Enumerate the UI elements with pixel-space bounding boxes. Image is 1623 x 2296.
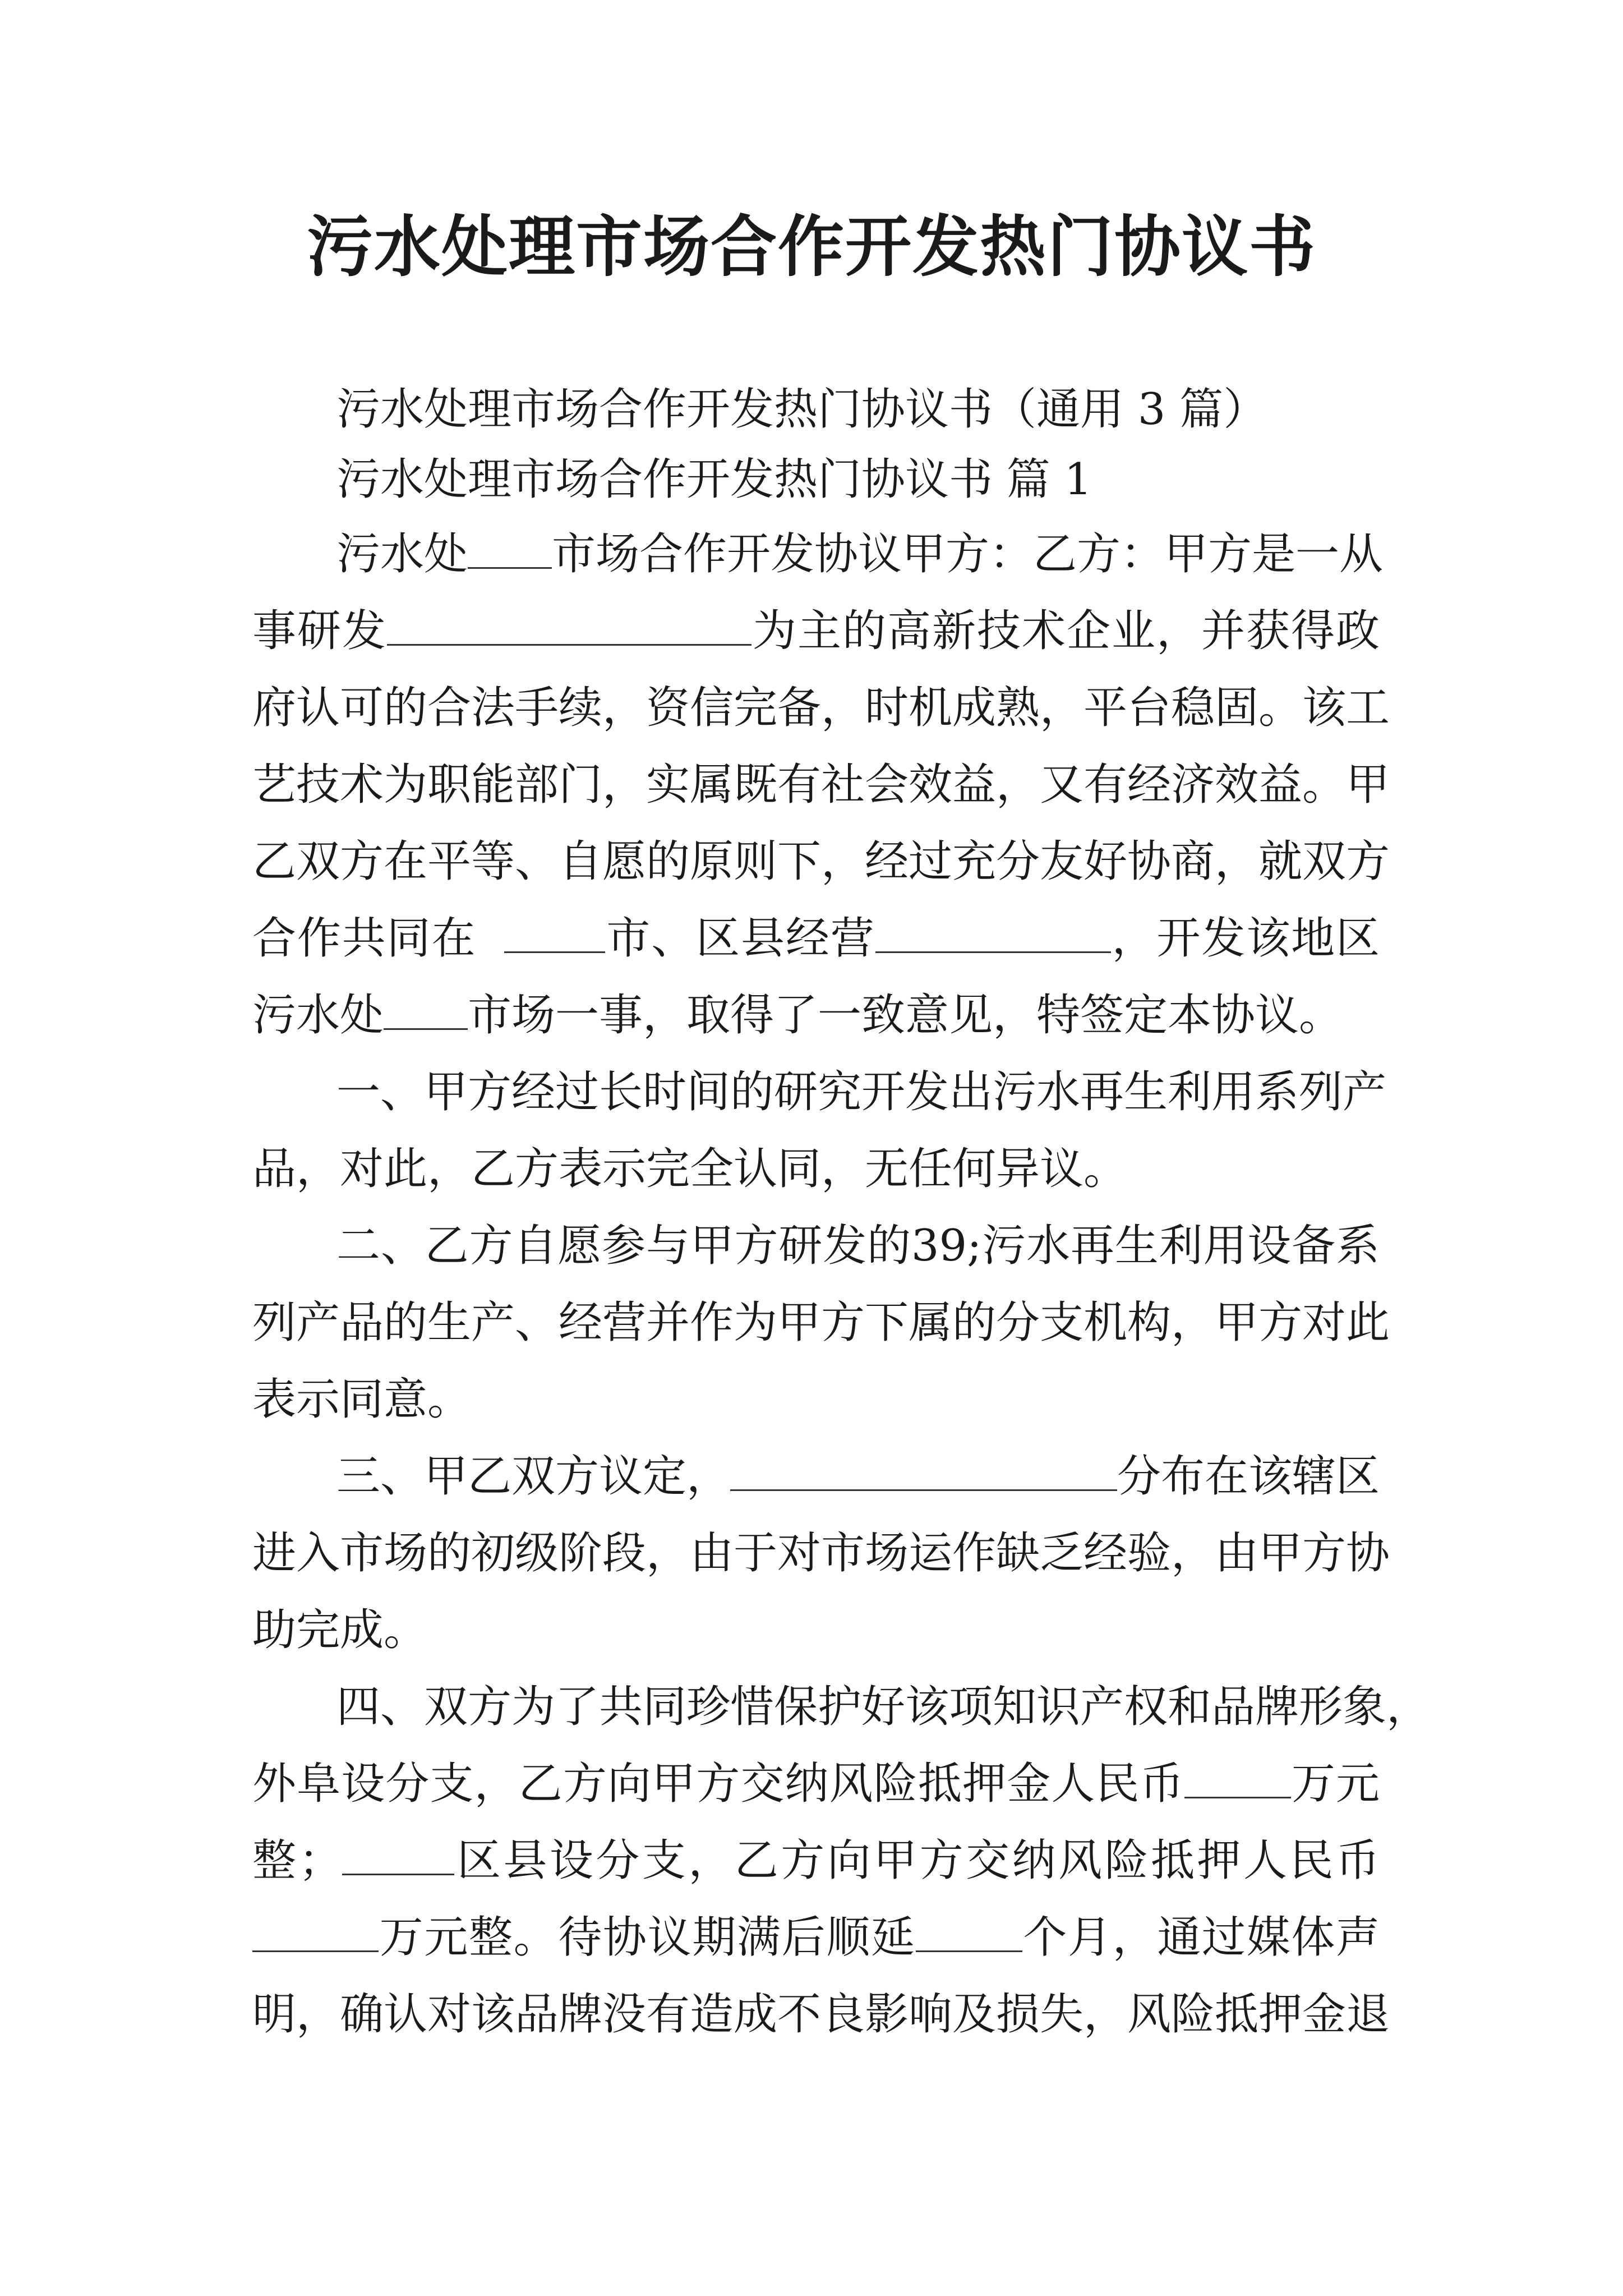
section-heading: 污水处理市场合作开发热门协议书 篇 1 xyxy=(336,454,1092,505)
text-run: 个月，通过媒体声 xyxy=(1022,1912,1380,1963)
text-run: 市、区县经营 xyxy=(605,913,875,964)
fill-blank xyxy=(384,993,468,1030)
fill-blank xyxy=(252,1916,379,1952)
paragraph-line: 二、乙方自愿参与甲方研发的39;污水再生利用设备系 xyxy=(336,1221,1380,1271)
text-run: 分布在该辖区 xyxy=(1117,1451,1380,1502)
paragraph-line: 艺技术为职能部门，实属既有社会效益，又有经济效益。甲 xyxy=(252,760,1390,810)
fill-blank xyxy=(730,1455,1117,1491)
paragraph-line xyxy=(336,526,1384,582)
paragraph-line: 进入市场的初级阶段，由于对市场运作缺乏经验，由甲方协 xyxy=(252,1528,1390,1579)
text-run: 万元 xyxy=(1290,1759,1380,1809)
fill-blank xyxy=(875,917,1111,953)
text-run: 污水处 xyxy=(252,990,384,1041)
paragraph-line: 表示同意。 xyxy=(252,1374,472,1425)
paragraph-line xyxy=(252,910,1380,967)
paragraph-line xyxy=(252,987,1380,1043)
text-run: ，开发该地区 xyxy=(1110,913,1380,964)
paragraph-line: 品，对此，乙方表示完全认同，无任何异议。 xyxy=(252,1144,1128,1194)
paragraph-line xyxy=(252,1756,1380,1812)
text-run: 为主的高新技术企业，并获得政 xyxy=(751,606,1380,656)
fill-blank xyxy=(916,1916,1022,1952)
paragraph-line xyxy=(252,1833,1380,1889)
paragraph-line: 四、双方为了共同珍惜保护好该项知识产权和品牌形象， xyxy=(336,1682,1431,1732)
fill-blank xyxy=(342,1839,454,1875)
text-run: 三、甲乙双方议定， xyxy=(336,1451,731,1502)
text-run: 外阜设分支，乙方向甲方交纳风险抵押金人民币 xyxy=(252,1759,1184,1809)
fill-blank xyxy=(1184,1762,1291,1798)
text-run: 市场一事，取得了一致意见，特签定本协议。 xyxy=(468,990,1343,1041)
paragraph-line xyxy=(252,603,1380,659)
text-run: 整； xyxy=(252,1835,343,1886)
document-subtitle: 污水处理市场合作开发热门协议书（通用 3 篇） xyxy=(336,384,1267,435)
paragraph-line: 明，确认对该品牌没有造成不良影响及损失，风险抵押金退 xyxy=(252,1989,1390,2040)
paragraph-line xyxy=(252,1910,1380,1966)
text-run: 污水处 xyxy=(336,529,468,579)
paragraph-line: 助完成。 xyxy=(252,1605,428,1655)
paragraph-line xyxy=(336,1448,1380,1504)
document-title: 污水处理市场合作开发热门协议书 xyxy=(306,208,1316,286)
fill-blank xyxy=(504,917,605,953)
text-run: 万元整。待协议期满后顺延 xyxy=(379,1912,916,1963)
paragraph-line: 乙双方在平等、自愿的原则下，经过充分友好协商，就双方 xyxy=(252,836,1390,887)
text-run: 事研发 xyxy=(252,606,387,656)
text-run: 市场合作开发协议甲方：乙方：甲方是一从 xyxy=(552,529,1384,579)
text-run: 合作共同在 xyxy=(252,913,477,964)
text-run: 区县设分支，乙方向甲方交纳风险抵押人民币 xyxy=(454,1835,1380,1886)
paragraph-line: 列产品的生产、经营并作为甲方下属的分支机构，甲方对此 xyxy=(252,1297,1390,1348)
fill-blank xyxy=(387,609,751,646)
paragraph-line: 府认可的合法手续，资信完备，时机成熟，平台稳固。该工 xyxy=(252,683,1390,733)
paragraph-line: 一、甲方经过长时间的研究开发出污水再生利用系列产 xyxy=(336,1067,1387,1117)
fill-blank xyxy=(468,532,552,569)
